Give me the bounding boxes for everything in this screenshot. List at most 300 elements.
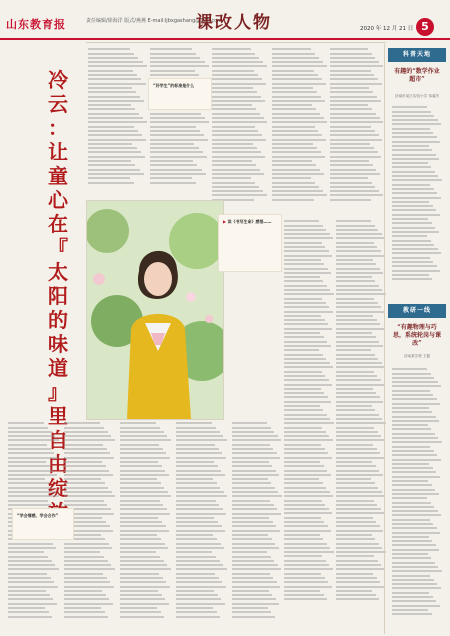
- text-line: [336, 315, 373, 317]
- text-line: [336, 573, 373, 575]
- text-line: [336, 577, 377, 579]
- text-line: [284, 242, 322, 244]
- text-line: [272, 83, 326, 85]
- text-line: [330, 61, 379, 63]
- text-line: [120, 577, 163, 579]
- text-line: [88, 126, 134, 128]
- text-line: [392, 532, 440, 534]
- text-line: [392, 605, 440, 607]
- text-line: [120, 478, 157, 480]
- text-column-11: [176, 420, 228, 632]
- text-line: [64, 491, 112, 493]
- text-line: [120, 508, 167, 510]
- text-line: [64, 586, 114, 588]
- text-line: [64, 461, 102, 463]
- text-line: [88, 96, 140, 98]
- text-line: [392, 145, 429, 147]
- text-line: [176, 603, 225, 605]
- text-line: [330, 199, 371, 201]
- text-line: [336, 482, 375, 484]
- text-line: [392, 201, 429, 203]
- text-line: [330, 156, 381, 158]
- text-line: [336, 543, 379, 545]
- text-line: [88, 182, 134, 184]
- text-line: [212, 100, 265, 102]
- text-line: [232, 508, 277, 510]
- text-line: [272, 117, 324, 119]
- text-line: [272, 194, 327, 196]
- text-line: [212, 113, 260, 115]
- text-line: [232, 551, 267, 553]
- text-line: [284, 384, 332, 386]
- text-line: [8, 465, 50, 467]
- text-line: [330, 96, 377, 98]
- text-line: [212, 126, 255, 128]
- text-line: [120, 439, 171, 441]
- text-line: [150, 147, 199, 149]
- text-line: [392, 385, 441, 387]
- sidebar-bottom-text: [392, 366, 442, 634]
- text-line: [392, 175, 438, 177]
- text-line: [120, 448, 163, 450]
- text-line: [330, 57, 375, 59]
- text-line: [284, 332, 320, 334]
- text-line: [392, 536, 429, 538]
- text-line: [272, 186, 319, 188]
- text-line: [232, 568, 281, 570]
- text-line: [64, 427, 104, 429]
- text-line: [336, 225, 375, 227]
- text-line: [284, 564, 329, 566]
- text-line: [272, 108, 316, 110]
- text-line: [392, 115, 434, 117]
- text-line: [8, 500, 48, 502]
- page-number-badge: 5: [416, 18, 434, 36]
- text-line: [88, 156, 145, 158]
- text-line: [392, 270, 440, 272]
- text-line: [120, 435, 167, 437]
- text-line: [212, 164, 256, 166]
- text-line: [336, 311, 385, 313]
- text-line: [284, 409, 323, 411]
- text-line: [176, 611, 217, 613]
- text-line: [88, 91, 136, 93]
- text-line: [284, 276, 320, 278]
- text-line: [232, 530, 280, 532]
- text-line: [284, 349, 319, 351]
- text-line: [64, 439, 115, 441]
- text-line: [284, 379, 329, 381]
- text-line: [336, 431, 378, 433]
- text-line: [176, 530, 225, 532]
- text-line: [8, 474, 57, 476]
- headline-char: 太: [48, 260, 68, 284]
- text-line: [272, 113, 320, 115]
- text-line: [64, 435, 111, 437]
- text-line: [336, 263, 376, 265]
- text-line: [8, 431, 52, 433]
- text-line: [120, 598, 165, 600]
- text-line: [232, 581, 277, 583]
- article-headline: [30, 68, 86, 500]
- text-line: [272, 169, 320, 171]
- text-line: [64, 478, 101, 480]
- text-line: [330, 83, 382, 85]
- text-line: [336, 598, 379, 600]
- text-line: [212, 108, 256, 110]
- text-line: [284, 573, 321, 575]
- text-line: [64, 560, 108, 562]
- text-line: [176, 478, 213, 480]
- text-line: [64, 470, 109, 472]
- text-line: [272, 173, 324, 175]
- text-line: [232, 538, 272, 540]
- text-line: [120, 500, 160, 502]
- text-line: [336, 461, 372, 463]
- text-line: [272, 53, 315, 55]
- text-line: [392, 158, 439, 160]
- text-line: [284, 418, 330, 420]
- text-line: [392, 549, 439, 551]
- text-line: [88, 65, 147, 67]
- text-line: [330, 151, 378, 153]
- text-line: [272, 96, 321, 98]
- text-line: [336, 379, 381, 381]
- text-line: [8, 594, 50, 596]
- text-line: [120, 444, 159, 446]
- text-line: [284, 551, 334, 553]
- text-line: [392, 463, 429, 465]
- text-line: [284, 474, 331, 476]
- text-line: [272, 104, 312, 106]
- text-line: [330, 65, 383, 67]
- text-line: [212, 186, 259, 188]
- text-line: [284, 328, 332, 330]
- text-line: [232, 543, 275, 545]
- text-line: [284, 444, 321, 446]
- text-line: [272, 199, 314, 201]
- text-line: [176, 457, 226, 459]
- text-line: [392, 209, 436, 211]
- newspaper-logo: 山东教育报: [6, 18, 66, 31]
- text-line: [212, 65, 267, 67]
- text-line: [120, 551, 156, 553]
- text-line: [284, 250, 329, 252]
- text-line: [150, 57, 200, 59]
- text-line: [212, 61, 263, 63]
- text-line: [336, 250, 381, 252]
- text-line: [284, 392, 324, 394]
- text-line: [150, 151, 203, 153]
- text-line: [150, 139, 208, 141]
- text-line: [392, 411, 432, 413]
- text-line: [64, 568, 115, 570]
- text-line: [392, 235, 427, 237]
- text-line: [392, 553, 428, 555]
- text-line: [336, 487, 378, 489]
- text-line: [330, 160, 369, 162]
- text-line: [284, 362, 330, 364]
- text-line: [336, 405, 372, 407]
- text-line: [232, 607, 268, 609]
- text-line: [336, 332, 372, 334]
- text-line: [232, 431, 274, 433]
- text-line: [120, 594, 162, 596]
- text-line: [392, 428, 431, 430]
- text-line: [392, 433, 435, 435]
- text-line: [336, 255, 384, 257]
- headline-char: 』: [48, 380, 68, 404]
- text-line: [176, 452, 222, 454]
- text-line: [284, 470, 327, 472]
- text-line: [272, 48, 311, 50]
- text-line: [284, 229, 326, 231]
- text-line: [336, 306, 381, 308]
- text-line: [176, 474, 225, 476]
- text-line: [232, 616, 275, 618]
- text-line: [8, 551, 44, 553]
- text-line: [176, 448, 219, 450]
- text-line: [232, 564, 278, 566]
- text-line: [392, 514, 441, 516]
- text-line: [392, 493, 439, 495]
- text-line: [330, 143, 370, 145]
- text-line: [232, 435, 278, 437]
- text-line: [330, 53, 372, 55]
- text-line: [176, 487, 220, 489]
- text-line: [336, 538, 375, 540]
- text-line: [150, 70, 195, 72]
- text-line: [88, 169, 140, 171]
- text-line: [176, 564, 223, 566]
- text-line: [330, 169, 376, 171]
- text-line: [392, 407, 429, 409]
- text-line: [336, 581, 380, 583]
- text-line: [284, 555, 322, 557]
- text-line: [392, 579, 434, 581]
- text-line: [392, 188, 434, 190]
- text-line: [176, 581, 222, 583]
- text-line: [176, 508, 223, 510]
- text-line: [88, 83, 146, 85]
- text-line: [272, 182, 315, 184]
- text-line: [8, 470, 53, 472]
- text-line: [88, 74, 137, 76]
- text-line: [64, 564, 111, 566]
- text-line: [284, 500, 322, 502]
- text-line: [120, 474, 169, 476]
- text-line: [232, 457, 280, 459]
- text-line: [336, 246, 377, 248]
- text-line: [64, 581, 110, 583]
- text-line: [64, 577, 107, 579]
- text-line: [272, 70, 314, 72]
- text-line: [212, 151, 261, 153]
- text-line: [392, 540, 432, 542]
- text-line: [212, 173, 264, 175]
- text-line: [392, 596, 433, 598]
- text-line: [392, 416, 436, 418]
- text-line: [212, 139, 266, 141]
- text-line: [392, 252, 441, 254]
- text-line: [336, 272, 383, 274]
- text-line: [232, 461, 269, 463]
- text-line: [336, 465, 376, 467]
- text-line: [272, 139, 326, 141]
- text-line: [272, 100, 325, 102]
- text-line: [392, 566, 438, 568]
- text-line: [176, 598, 221, 600]
- text-line: [176, 435, 223, 437]
- text-line: [88, 87, 132, 89]
- text-line: [330, 190, 379, 192]
- headline-char: 的: [48, 308, 68, 332]
- text-line: [392, 128, 430, 130]
- text-line: [284, 422, 334, 424]
- text-line: [212, 143, 253, 145]
- text-line: [336, 495, 385, 497]
- text-line: [120, 607, 157, 609]
- text-line: [176, 525, 222, 527]
- text-line: [336, 439, 385, 441]
- headline-char: 『: [48, 236, 68, 260]
- text-line: [88, 139, 146, 141]
- text-line: [392, 162, 428, 164]
- text-line: [284, 298, 322, 300]
- text-line: [120, 521, 162, 523]
- text-line: [284, 560, 326, 562]
- text-line: [176, 513, 226, 515]
- text-line: [392, 257, 430, 259]
- text-line: [284, 590, 320, 592]
- text-line: [120, 573, 159, 575]
- text-line: [284, 586, 332, 588]
- text-line: [284, 598, 327, 600]
- text-line: [272, 121, 327, 123]
- text-line: [392, 613, 432, 615]
- text-line: [336, 276, 372, 278]
- text-line: [284, 255, 332, 257]
- text-line: [284, 358, 326, 360]
- text-line: [120, 422, 156, 424]
- text-line: [284, 225, 323, 227]
- text-line: [336, 491, 382, 493]
- text-line: [336, 280, 375, 282]
- text-line: [284, 246, 325, 248]
- headline-char: 让: [48, 140, 68, 164]
- text-column-1: [88, 46, 148, 196]
- text-line: [150, 173, 206, 175]
- text-line: [64, 482, 105, 484]
- sidebar-bottom-title: “有趣物理与巧思，系统轮岗与课改”: [392, 324, 441, 347]
- text-line: [284, 268, 328, 270]
- text-line: [176, 482, 217, 484]
- text-line: [176, 586, 226, 588]
- text-line: [64, 487, 108, 489]
- text-line: [284, 547, 330, 549]
- text-line: [8, 439, 59, 441]
- sidebar-bottom-header: 教研一线: [388, 304, 446, 318]
- headline-char: 云: [48, 92, 68, 116]
- text-line: [284, 280, 323, 282]
- text-line: [284, 482, 323, 484]
- text-line: [336, 362, 382, 364]
- text-line: [232, 474, 279, 476]
- issue-date: 2020 年 12 月 21 日: [360, 26, 414, 32]
- text-line: [120, 452, 166, 454]
- text-line: [88, 147, 137, 149]
- text-line: [232, 478, 268, 480]
- text-line: [88, 100, 144, 102]
- small-box-title: “好学生”的标准是什么: [153, 83, 195, 88]
- text-line: [392, 609, 428, 611]
- text-line: [120, 543, 165, 545]
- text-line: [120, 495, 171, 497]
- text-line: [392, 373, 431, 375]
- text-line: [272, 78, 322, 80]
- text-line: [8, 564, 55, 566]
- text-line: [336, 448, 377, 450]
- text-line: [8, 491, 56, 493]
- text-line: [284, 495, 333, 497]
- text-line: [330, 117, 380, 119]
- text-line: [212, 87, 253, 89]
- text-line: [64, 607, 101, 609]
- text-line: [232, 482, 271, 484]
- text-line: [336, 508, 381, 510]
- text-line: [330, 100, 381, 102]
- sidebar-top-byline: 济南市某区实验小学 邹睿杰: [394, 94, 440, 98]
- text-line: [212, 121, 267, 123]
- sidebar-top-header: 科普天地: [388, 48, 446, 62]
- text-line: [8, 487, 52, 489]
- text-line: [64, 431, 108, 433]
- text-line: [272, 61, 323, 63]
- text-line: [392, 390, 430, 392]
- text-line: [120, 504, 163, 506]
- text-line: [232, 448, 273, 450]
- text-line: [212, 96, 261, 98]
- text-line: [8, 607, 45, 609]
- text-line: [176, 422, 212, 424]
- text-line: [212, 190, 263, 192]
- text-line: [336, 293, 386, 295]
- text-line: [392, 476, 440, 478]
- text-line: [232, 603, 279, 605]
- text-line: [232, 517, 269, 519]
- text-line: [392, 484, 432, 486]
- text-line: [272, 87, 313, 89]
- text-line: [336, 521, 376, 523]
- text-column-4: [272, 46, 328, 214]
- text-line: [212, 177, 251, 179]
- text-line: [176, 547, 224, 549]
- text-line: [330, 177, 368, 179]
- text-line: [8, 504, 51, 506]
- text-line: [392, 218, 428, 220]
- text-line: [336, 414, 379, 416]
- text-line: [336, 586, 384, 588]
- text-line: [392, 231, 439, 233]
- text-line: [284, 341, 327, 343]
- text-line: [150, 177, 192, 179]
- text-line: [336, 341, 379, 343]
- text-line: [272, 74, 318, 76]
- text-line: [392, 583, 437, 585]
- text-line: [212, 74, 258, 76]
- text-line: [392, 467, 433, 469]
- text-line: [392, 592, 429, 594]
